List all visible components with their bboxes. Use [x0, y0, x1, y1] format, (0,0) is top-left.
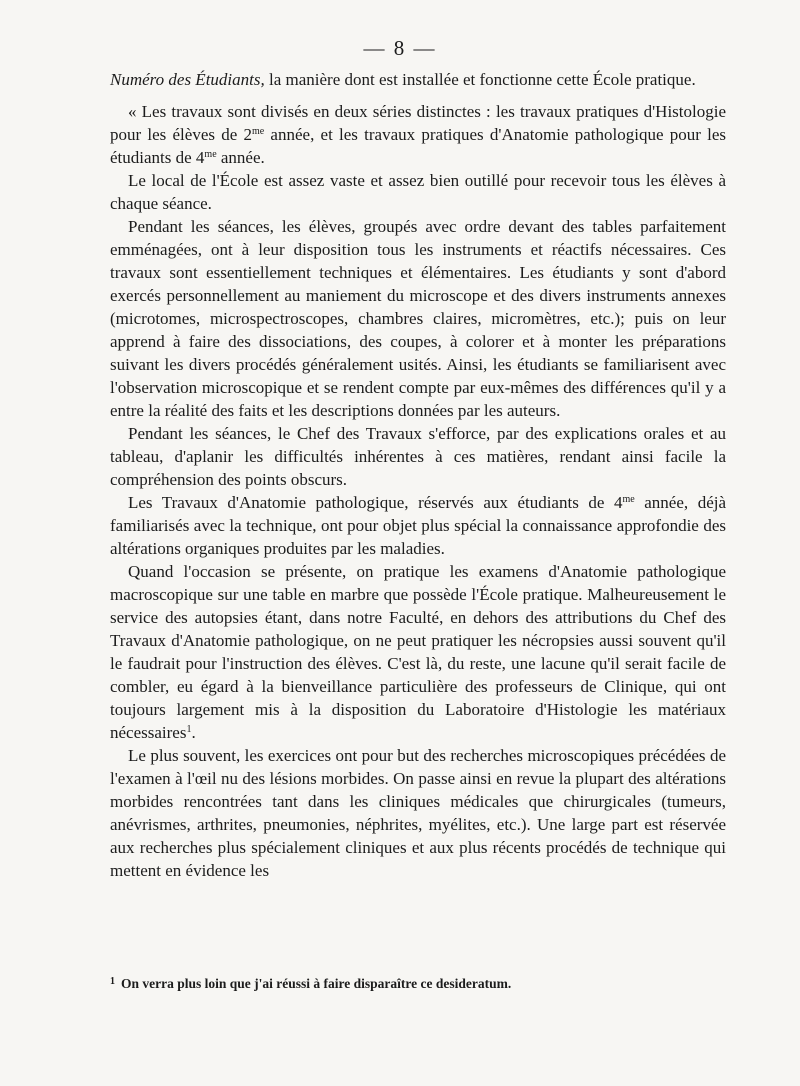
- paragraph: [110, 100, 726, 169]
- paragraph: Le local de l'École est assez vaste et assez bien outillé pour recevoir tous les élèves à chaque séance.: [110, 171, 726, 213]
- paragraph-text: « Les travaux sont divisés en deux séries distinctes : les travaux pratiques d'Histologie pour les élèves de 2: [110, 102, 726, 144]
- paragraph: [110, 68, 726, 91]
- paragraph: Pendant les séances, les élèves, groupés avec ordre devant des tables parfaitement emménagées, ont à leur disposition tous les instruments et réactifs nécessaires. Ces travaux sont essentiellement techniques et élémentaires. Les étudiants y sont d'abord exercés personnellement au maniement du microscope et des divers instruments annexes (microtomes, microspectroscopes, chambres claires, micromètres, etc.); puis on leur apprend à faire des dissociations, des coupes, à colorer et à monter les préparations suivant les divers procédés généralement usités. Ainsi, les étudiants se familiarisent avec l'observation microscopique et se rendent compte par eux-mêmes des différences qu'il y a entre la réalité des faits et les descriptions données par les auteurs.: [110, 217, 726, 420]
- footnote-reference: 1: [186, 724, 192, 735]
- footnote: [110, 973, 726, 993]
- italic-phrase: Numéro des Étudiants,: [110, 70, 265, 89]
- paragraph-text: année, et les travaux pratiques d'Anatomie pathologique pour les étudiants de 4: [110, 125, 726, 167]
- paragraph-text: la manière dont est installée et fonctionne cette École pratique.: [264, 70, 696, 89]
- superscript: me: [622, 494, 635, 505]
- paragraph-text: année, déjà familiarisés avec la technique, ont pour objet plus spécial la connaissance approfondie des altérations organiques produites par les maladies.: [110, 493, 727, 558]
- paragraph-text: .: [191, 723, 196, 742]
- paragraph-text: année.: [216, 148, 265, 167]
- body-text: [110, 68, 726, 882]
- superscript: me: [251, 126, 265, 137]
- superscript: me: [204, 149, 217, 160]
- paragraph-text: Les Travaux d'Anatomie pathologique, réservés aux étudiants de 4: [128, 493, 623, 512]
- paragraph: [110, 560, 726, 744]
- paragraph: Pendant les séances, le Chef des Travaux s'efforce, par des explications orales et au tableau, d'aplanir les difficultés inhérentes à ces matières, rendant ainsi facile la compréhension des points obscurs.: [110, 424, 726, 489]
- paragraph: Le plus souvent, les exercices ont pour but des recherches microscopiques précédées de l'examen à l'œil nu des lésions morbides. On passe ainsi en revue la plupart des altérations morbides rencontrées tant dans les cliniques médicales que chirurgicales (tumeurs, anévrismes, arthrites, pneumonies, néphrites, myélites, etc.). Une large part est réservée aux recherches plus spécialement cliniques et aux plus récents procédés de technique qui mettent en évidence les: [110, 746, 726, 880]
- footnote-text: On verra plus loin que j'ai réussi à faire disparaître ce desideratum.: [121, 976, 512, 991]
- page-number: — 8 —: [363, 36, 437, 60]
- paragraph-text: Quand l'occasion se présente, on pratique les examens d'Anatomie pathologique macroscopique sur une table en marbre que possède l'École pratique. Malheureusement le service des autopsies étant, dans notre Faculté, en dehors des attributions du Chef des Travaux d'Anatomie pathologique, on ne peut pratiquer les nécropsies aussi souvent qu'il le faudrait pour l'instruction des élèves. C'est là, du reste, une lacune qu'il serait facile de combler, eu égard à la bienveillance particulière des professeurs de Clinique, qui ont toujours largement mis à la disposition du Laboratoire d'Histologie les matériaux nécessaires: [110, 562, 726, 742]
- footnote-mark: 1: [110, 976, 115, 987]
- paragraph: [110, 491, 726, 560]
